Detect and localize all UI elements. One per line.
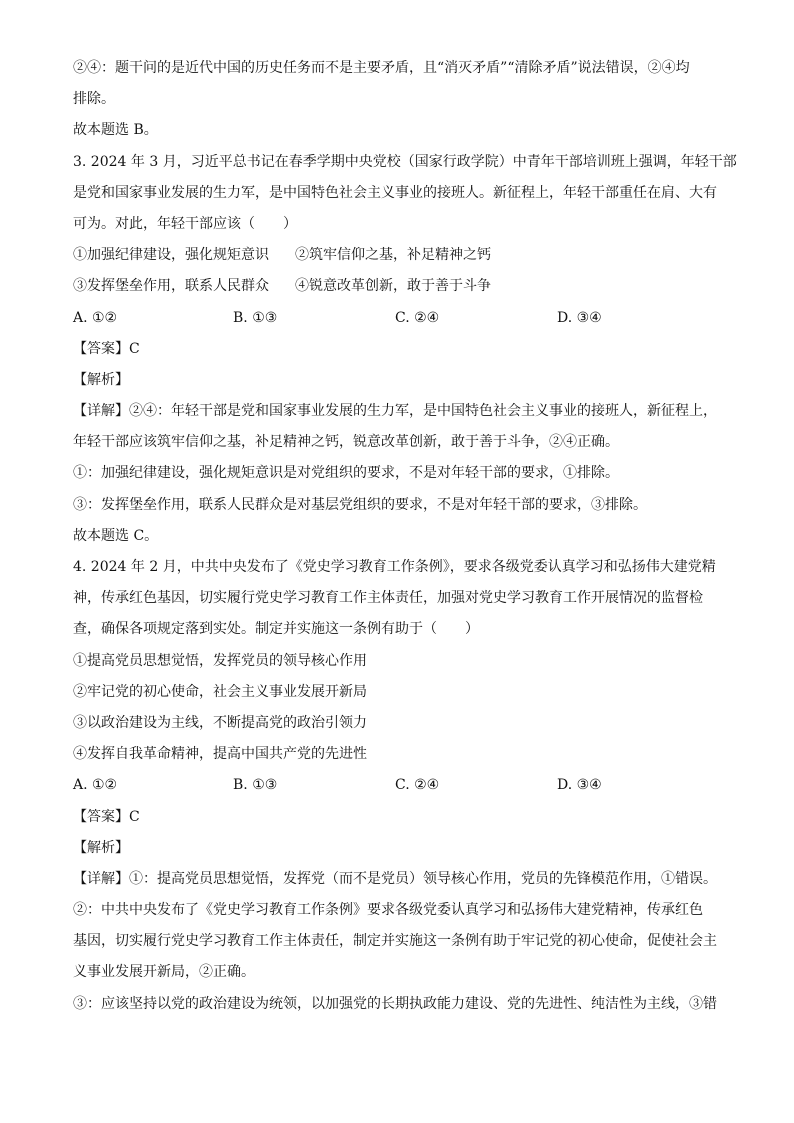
statement-4: ④发挥自我革命精神，提高中国共产党的先进性 bbox=[73, 746, 367, 763]
option-d: D. ③④ bbox=[557, 777, 602, 794]
option-c: C. ②④ bbox=[395, 777, 440, 794]
statement-3: ③以政治建设为主线，不断提高党的政治引领力 bbox=[73, 714, 367, 731]
explanation-line: ②：中共中央发布了《党史学习教育工作条例》要求各级党委认真学习和弘扬伟大建党精神，传承红色 bbox=[73, 902, 703, 919]
text-line: 排除。 bbox=[73, 91, 115, 108]
answer-label: 【答案】C bbox=[73, 340, 140, 357]
question-3-stem: 可为。对此，年轻干部应该（ ） bbox=[73, 215, 297, 232]
option-a: A. ①② bbox=[73, 309, 118, 326]
question-3-stem: 是党和国家事业发展的生力军，是中国特色社会主义事业的接班人。新征程上，年轻干部重任在肩、大有 bbox=[73, 184, 717, 201]
question-3-stem: 3. 2024 年 3 月，习近平总书记在春季学期中央党校（国家行政学院）中青年干部培训班上强调，年轻干部 bbox=[73, 153, 737, 170]
explanation-line: 年轻干部应该筑牢信仰之基，补足精神之钙，锐意改革创新，敢于善于斗争，②④正确。 bbox=[73, 434, 619, 451]
explanation-line: 【详解】①：提高党员思想觉悟，发挥党（而不是党员）领导核心作用，党员的先锋模范作用，①错误。 bbox=[73, 870, 717, 887]
question-3-statements bbox=[73, 275, 723, 297]
statement-2: ②筑牢信仰之基，补足精神之钙 bbox=[295, 247, 491, 264]
question-3-statements bbox=[73, 244, 723, 266]
text-line: ②④：题干问的是近代中国的历史任务而不是主要矛盾，且“消灭矛盾”“清除矛盾”说法错误，②④均 bbox=[73, 60, 690, 76]
statement-1: ①加强纪律建设，强化规矩意识 bbox=[73, 247, 269, 264]
question-4-stem: 神，传承红色基因，切实履行党史学习教育工作主体责任，加强对党史学习教育工作开展情况的监督检 bbox=[73, 590, 703, 607]
analysis-label: 【解析】 bbox=[73, 839, 129, 856]
option-b: B. ①③ bbox=[233, 777, 278, 794]
explanation-line: ③：发挥堡垒作用，联系人民群众是对基层党组织的要求，不是对年轻干部的要求，③排除。 bbox=[73, 496, 647, 513]
explanation-line: 【详解】②④：年轻干部是党和国家事业发展的生力军，是中国特色社会主义事业的接班人，新征程上， bbox=[73, 403, 717, 420]
statement-1: ①提高党员思想觉悟，发挥党员的领导核心作用 bbox=[73, 652, 367, 669]
analysis-label: 【解析】 bbox=[73, 371, 129, 388]
explanation-line: 基因，切实履行党史学习教育工作主体责任，制定并实施这一条例有助于牢记党的初心使命，促使社会主 bbox=[73, 933, 717, 950]
option-a: A. ①② bbox=[73, 777, 118, 794]
question-3-options bbox=[73, 307, 723, 329]
document-page bbox=[73, 57, 737, 1024]
conclusion-line: 故本题选 C。 bbox=[73, 527, 159, 544]
option-d: D. ③④ bbox=[557, 309, 602, 326]
statement-2: ②牢记党的初心使命，社会主义事业发展开新局 bbox=[73, 683, 367, 700]
text-line: 故本题选 B。 bbox=[73, 122, 158, 139]
option-b: B. ①③ bbox=[233, 309, 278, 326]
explanation-line: ①：加强纪律建设，强化规矩意识是对党组织的要求，不是对年轻干部的要求，①排除。 bbox=[73, 465, 619, 482]
answer-label: 【答案】C bbox=[73, 808, 140, 825]
question-4-options bbox=[73, 774, 723, 796]
question-4-stem: 4. 2024 年 2 月，中共中央发布了《党史学习教育工作条例》，要求各级党委认真学习和弘扬伟大建党精 bbox=[73, 559, 716, 575]
explanation-line: ③：应该坚持以党的政治建设为统领，以加强党的长期执政能力建设、党的先进性、纯洁性为主线，③错 bbox=[73, 995, 717, 1012]
statement-4: ④锐意改革创新，敢于善于斗争 bbox=[295, 278, 491, 295]
statement-3: ③发挥堡垒作用，联系人民群众 bbox=[73, 278, 269, 295]
question-4-stem: 查，确保各项规定落到实处。制定并实施这一条例有助于（ ） bbox=[73, 621, 479, 638]
explanation-line: 义事业发展开新局，②正确。 bbox=[73, 964, 255, 981]
option-c: C. ②④ bbox=[395, 309, 440, 326]
